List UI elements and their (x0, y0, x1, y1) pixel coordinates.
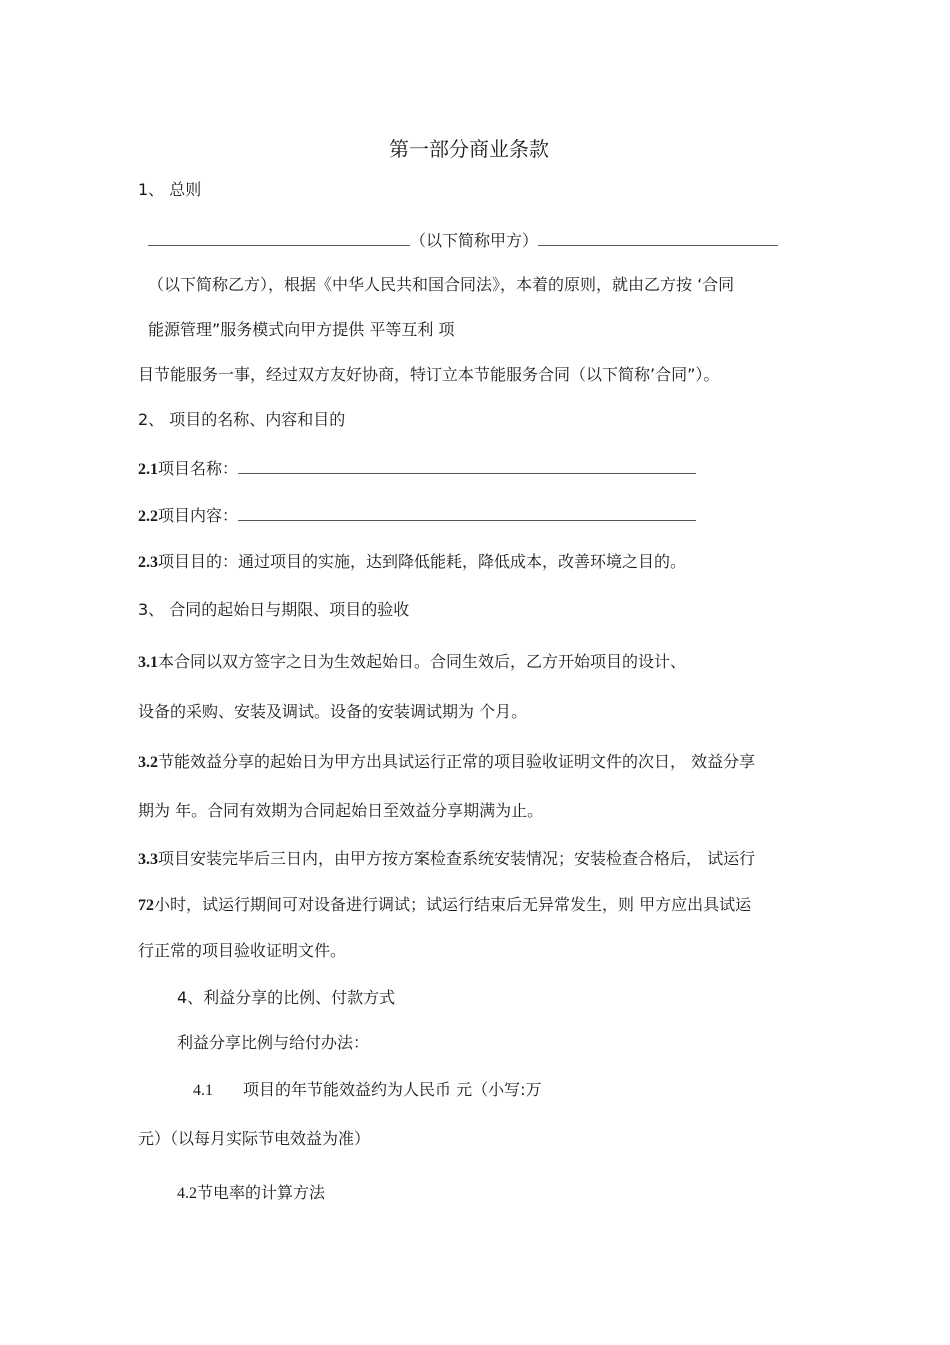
item-2-1-label: 项目名称： (158, 459, 239, 478)
section-4-subheading: 利益分享比例与给付办法： (177, 1033, 370, 1052)
item-4-1-continued: 元）（以每月实际节电效益为准） (138, 1129, 371, 1148)
section-2-heading: 2、 项目的名称、内容和目的 (138, 410, 346, 429)
project-content-blank (238, 506, 696, 521)
item-3-3-continued-2: 行正常的项目验收证明文件。 (138, 941, 347, 960)
item-3-3-number: 3.3 (138, 851, 158, 868)
item-3-1-text: 本合同以双方签字之日为生效起始日。合同生效后，乙方开始项目的设计、 (158, 652, 687, 671)
item-3-1 (138, 652, 686, 673)
item-4-1 (193, 1080, 541, 1101)
item-2-2 (138, 506, 696, 527)
item-3-1-continued: 设备的采购、安装及调试。设备的安装调试期为 个月。 (138, 702, 528, 721)
parties-text-line-3: 能源管理”服务模式向甲方提供 平等互利 项 (148, 320, 455, 339)
section-1-heading: 1、 总则 (138, 180, 202, 199)
parties-text-line-4: 目节能服务一事，经过双方友好协商，特订立本节能服务合同（以下简称’合同”）。 (138, 365, 720, 384)
project-name-blank (238, 459, 696, 474)
section-4-heading: 4、利益分享的比例、付款方式 (177, 988, 396, 1007)
item-2-1 (138, 459, 696, 480)
item-2-1-number: 2.1 (138, 461, 158, 478)
item-3-2-number: 3.2 (138, 754, 158, 771)
trial-hours-number: 72 (138, 897, 154, 914)
item-2-3 (138, 552, 686, 573)
item-3-3 (138, 849, 755, 870)
item-3-2-continued: 期为 年。合同有效期为合同起始日至效益分享期满为止。 (138, 801, 544, 820)
item-4-2-text: 节电率的计算方法 (197, 1183, 326, 1202)
item-2-3-text: 项目目的：通过项目的实施，达到降低能耗，降低成本，改善环境之目的。 (158, 552, 687, 571)
party-a-label: （以下简称甲方） (410, 231, 539, 250)
item-4-1-text: 项目的年节能效益约为人民币 元（小写:万 (243, 1080, 542, 1099)
party-b-blank (538, 231, 778, 246)
item-4-2 (177, 1183, 325, 1204)
item-3-2 (138, 752, 755, 773)
item-3-2-text: 节能效益分享的起始日为甲方出具试运行正常的项目验收证明文件的次日， 效益分享 (158, 752, 756, 771)
item-2-3-number: 2.3 (138, 554, 158, 571)
parties-text-line-2: （以下简称乙方），根据《中华人民共和国合同法》，本着的原则，就由乙方按 ‘合同 (148, 275, 735, 294)
section-3-heading: 3、 合同的起始日与期限、项目的验收 (138, 600, 410, 619)
item-2-2-label: 项目内容： (158, 506, 239, 525)
item-3-3-continued-1-text: 小时，试运行期间可对设备进行调试；试运行结束后无异常发生，则 甲方应出具试运 (154, 895, 752, 914)
parties-line (148, 231, 778, 251)
item-4-2-number: 4.2 (177, 1185, 197, 1202)
item-2-2-number: 2.2 (138, 508, 158, 525)
page-title: 第一部分商业条款 (389, 137, 549, 161)
party-a-blank (148, 231, 410, 246)
item-3-1-number: 3.1 (138, 654, 158, 671)
item-3-3-text: 项目安装完毕后三日内，由甲方按方案检查系统安装情况；安装检查合格后， 试运行 (158, 849, 756, 868)
item-3-3-continued-1 (138, 895, 751, 916)
item-4-1-number: 4.1 (193, 1082, 213, 1099)
